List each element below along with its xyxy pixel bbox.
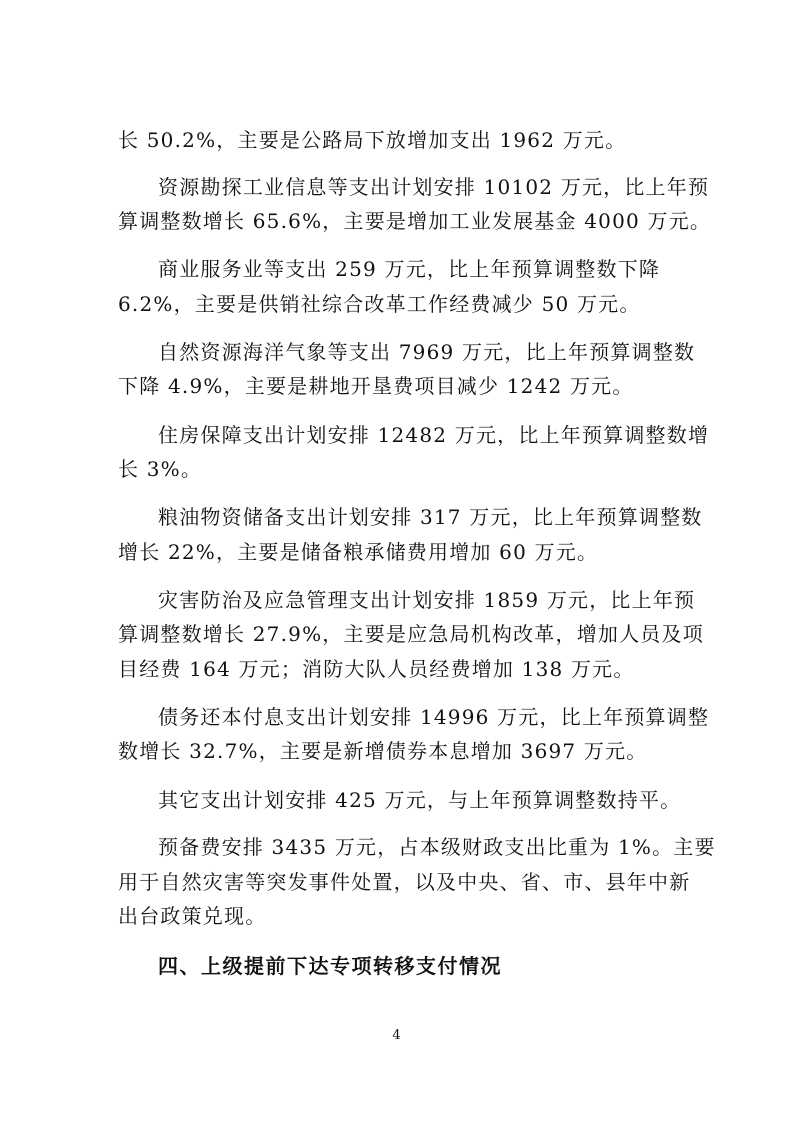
paragraph-resource-exploration-line-1: 资源勘探工业信息等支出计划安排 10102 万元，比上年预 <box>158 175 710 199</box>
section-heading-transfer-payments: 四、上级提前下达专项转移支付情况 <box>158 954 502 978</box>
paragraph-road-bureau-continuation: 长 50.2%，主要是公路局下放增加支出 1962 万元。 <box>118 128 627 152</box>
paragraph-reserve-fund-line-2: 用于自然灾害等突发事件处置，以及中央、省、市、县年中新 <box>118 870 691 894</box>
page-number: 4 <box>392 1028 401 1043</box>
paragraph-disaster-prevention-line-2: 算调整数增长 27.9%，主要是应急局机构改革，增加人员及项 <box>118 622 704 646</box>
paragraph-housing-line-2: 长 3%。 <box>118 457 203 481</box>
paragraph-reserve-fund-line-3: 出台政策兑现。 <box>118 904 267 928</box>
paragraph-disaster-prevention-line-1: 灾害防治及应急管理支出计划安排 1859 万元，比上年预 <box>158 588 696 612</box>
paragraph-housing-line-1: 住房保障支出计划安排 12482 万元，比上年预算调整数增 <box>158 423 710 447</box>
paragraph-debt-service-line-1: 债务还本付息支出计划安排 14996 万元，比上年预算调整 <box>158 705 710 729</box>
paragraph-grain-reserves-line-2: 增长 22%，主要是储备粮承储费用增加 60 万元。 <box>118 540 599 564</box>
paragraph-commerce-services-line-1: 商业服务业等支出 259 万元，比上年预算调整数下降 <box>158 257 661 281</box>
paragraph-natural-resources-line-1: 自然资源海洋气象等支出 7969 万元，比上年预算调整数 <box>158 340 696 364</box>
paragraph-grain-reserves-line-1: 粮油物资储备支出计划安排 317 万元，比上年预算调整数 <box>158 505 703 529</box>
paragraph-commerce-services-line-2: 6.2%，主要是供销社综合改革工作经费减少 50 万元。 <box>118 292 641 316</box>
paragraph-natural-resources-line-2: 下降 4.9%，主要是耕地开垦费项目减少 1242 万元。 <box>118 374 634 398</box>
paragraph-disaster-prevention-line-3: 目经费 164 万元；消防大队人员经费增加 138 万元。 <box>118 657 635 681</box>
paragraph-debt-service-line-2: 数增长 32.7%，主要是新增债券本息增加 3697 万元。 <box>118 739 648 763</box>
paragraph-reserve-fund-line-1: 预备费安排 3435 万元，占本级财政支出比重为 1%。主要 <box>158 835 716 859</box>
paragraph-resource-exploration-line-2: 算调整数增长 65.6%，主要是增加工业发展基金 4000 万元。 <box>118 209 712 233</box>
paragraph-other-expenditure: 其它支出计划安排 425 万元，与上年预算调整数持平。 <box>158 788 682 812</box>
